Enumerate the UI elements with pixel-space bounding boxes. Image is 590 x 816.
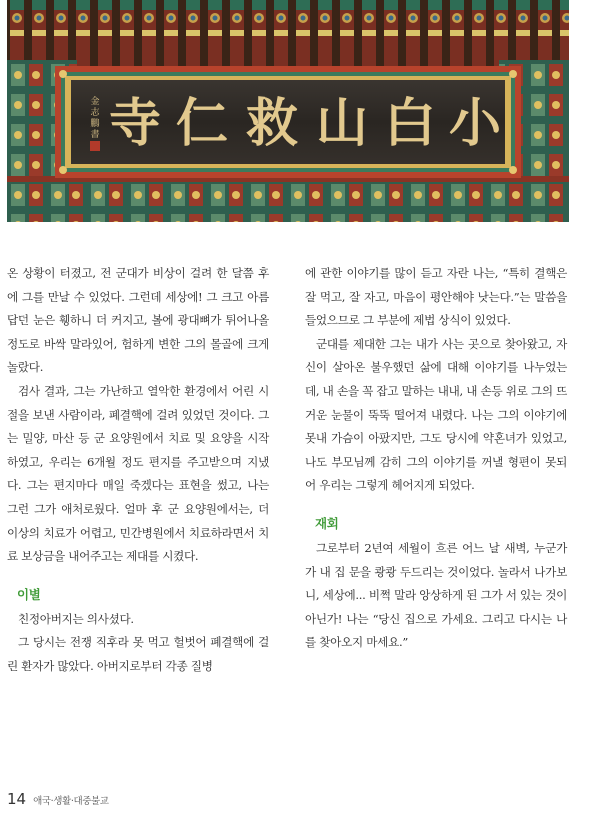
page-footer <box>7 790 109 808</box>
svg-text:金: 金 <box>90 97 100 107</box>
svg-text:鵬: 鵬 <box>90 119 100 129</box>
article-left-column <box>7 262 269 679</box>
section-heading: 재회 <box>315 515 339 531</box>
paragraph: 그 당시는 전쟁 직후라 못 먹고 헐벗어 폐결핵에 걸린 환자가 많았다. 아버지로부터 각종 질병 <box>7 635 269 673</box>
temple-signboard-photo <box>7 0 569 222</box>
signboard-illustration <box>7 0 569 222</box>
svg-text:寺: 寺 <box>108 93 162 154</box>
article-right-column <box>305 262 567 655</box>
svg-text:山: 山 <box>315 93 369 154</box>
paragraph: 온 상황이 터졌고, 전 군대가 비상이 걸려 한 달쯤 후에 그를 만날 수 있었다. 그런데 세상에! 그 크고 아름답던 눈은 휑하니 더 커지고, 볼에 광대뼈가 튀어나올 정도로 바싹 말라있어, 험하게 변한 그의 몰골에 크게 놀랐다. <box>7 266 269 375</box>
svg-text:書: 書 <box>90 130 100 140</box>
paragraph: 그로부터 2년여 세월이 흐른 어느 날 새벽, 누군가가 내 집 문을 쾅쾅 두드리는 것이었다. 놀라서 나가보니, 세상에... 비쩍 말라 앙상하게 된 그가 서 있는 것이 아닌가! 나는 “당신 집으로 가세요. 그리고 다시는 나를 찾아오지 마세요.” <box>305 540 568 650</box>
paragraph: 검사 결과, 그는 가난하고 열악한 환경에서 어린 시절을 보낸 사람이라, 폐결핵에 걸려 있었던 것이다. 그는 밀양, 마산 등 군 요양원에서 치료 및 요양을 시작하였고, 우리는 6개월 정도 편지를 주고받으며 지냈다. 그는 편지마다 매일 죽겠다는 표현을 썼고, 나는 그런 그가 애처로웠다. 얼마 후 군 요양원에서는, 더 이상의 치료가 어렵고, 민간병원에서 치료하라면서 치료 보상금을 내어주고는 제대를 시켰다. <box>7 383 269 564</box>
svg-text:志: 志 <box>90 108 100 118</box>
svg-text:救: 救 <box>245 93 299 154</box>
page-number: 14 <box>7 790 27 808</box>
svg-text:小: 小 <box>448 93 502 154</box>
magazine-section-name: 애국·생활·대중불교 <box>33 796 109 807</box>
paragraph: 에 관한 이야기를 많이 듣고 자란 나는, “특히 결핵은 잘 먹고, 잘 자고, 마음이 평안해야 낫는다.”는 말씀을 들었으므로 그 부분에 제법 상식이 있었다. <box>305 266 567 328</box>
svg-text:白: 白 <box>383 93 437 154</box>
paragraph: 군대를 제대한 그는 내가 사는 곳으로 찾아왔고, 자신이 살아온 불우했던 삶에 대해 이야기를 나누었는데, 내 손을 꼭 잡고 말하는 내내, 내 손등 위로 그의 뜨거운 눈물이 뚝뚝 떨어져 내렸다. 나는 그의 이야기에 못내 가슴이 아팠지만, 그도 당시에 약혼녀가 있었고, 나도 부모님께 감히 그의 이야기를 꺼낼 형편이 못되어 우리는 그렇게 헤어지게 되었다. <box>305 336 568 493</box>
paragraph: 친정아버지는 의사셨다. <box>18 611 134 626</box>
svg-text:仁: 仁 <box>175 93 229 154</box>
section-heading: 이별 <box>17 586 41 602</box>
